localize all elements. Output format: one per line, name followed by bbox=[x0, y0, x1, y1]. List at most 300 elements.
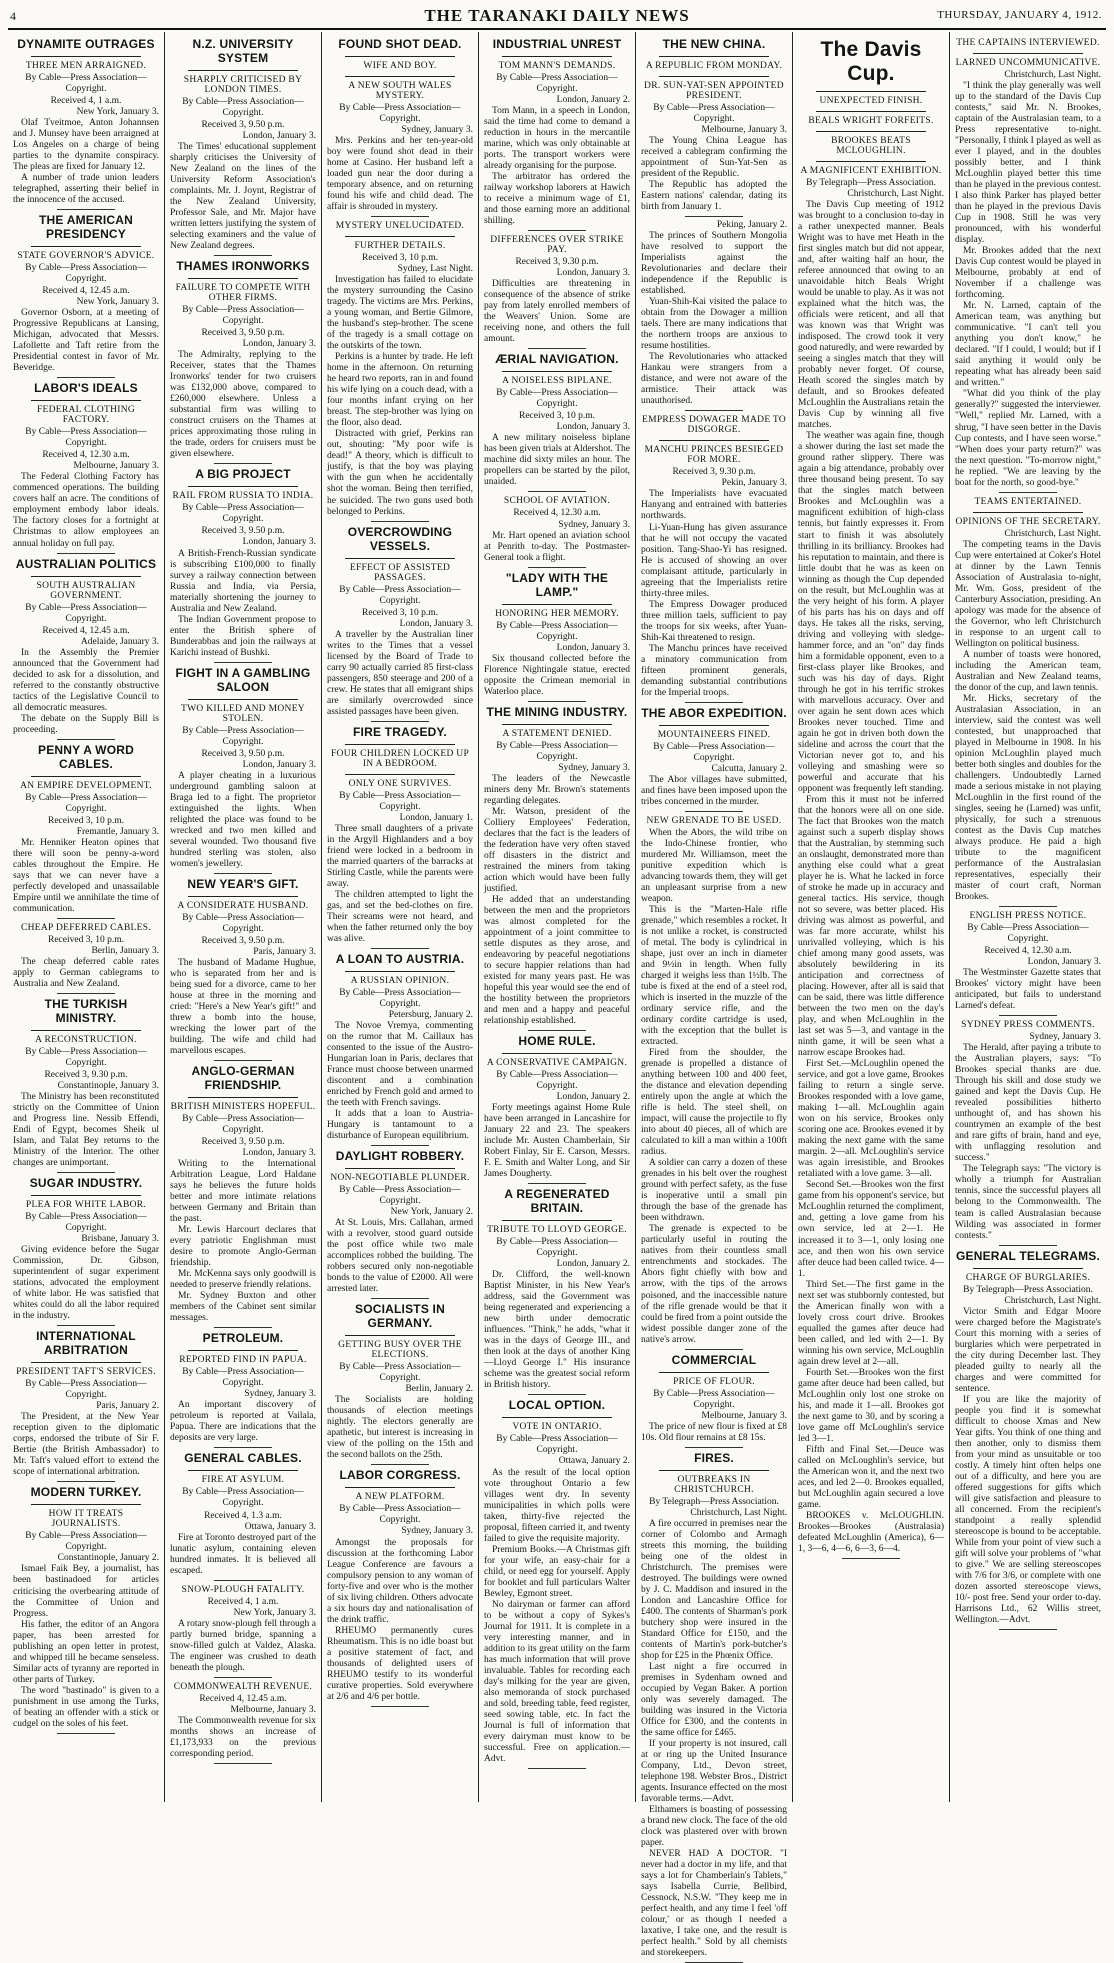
article-credit: By Cable—Press Association—Copyright. bbox=[496, 740, 618, 762]
article-dateline: Fremantle, January 3. bbox=[76, 826, 159, 837]
article-end-rule bbox=[999, 1015, 1057, 1016]
article-paragraph: Mr. Henniker Heaton opines that there will soon be penny-a-word cables throughout the Empire. He says that we can never have a perfectly developed and unassailable Empire until we annihilate the time of communication. bbox=[13, 837, 159, 914]
article-paragraph: The princes of Southern Mongolia have resolved to support the Imperialists against the Revolutionaries and declare their independence if the Republic is established. bbox=[641, 231, 787, 297]
article-end-rule bbox=[57, 1172, 115, 1173]
article-paragraph: A new military noiseless biplane has been given trials at Aldershot. The machine did sixty miles an hour. The propellers can be started by the pilot, unaided. bbox=[484, 433, 630, 488]
article-credit: By Cable—Press Association—Copyright. bbox=[339, 1185, 461, 1207]
article-paragraph: The Manchu princes have received a minatory communication from fifteen prominent generals, demanding substantial contributions for the Imperial troops. bbox=[641, 643, 787, 698]
article-dateline: New York, January 2. bbox=[390, 1207, 473, 1218]
article-paragraph: He added that an understanding between the men and the proprietors was almost completed for the appointment of a joint committee to settle disputes as they arose, and endeavoring by peaceful negotiations to secure happier relations than had existed for many years past. He was hopeful this year would see the end of the hostility between the proprietors and men and a happy and peaceful relationship established. bbox=[484, 894, 630, 1027]
article-received: Received 3, 9.50 p.m. bbox=[201, 328, 285, 339]
article-paragraph: Six thousand collected before the Florence Nightingale statue, erected opposite the Crimean memorial in Waterloo place. bbox=[484, 653, 630, 697]
article-headline: A LOAN TO AUSTRIA. bbox=[335, 951, 465, 966]
article-end-rule bbox=[528, 1183, 586, 1184]
article-subhead: GETTING BUSY OVER THE ELECTIONS. bbox=[338, 1340, 462, 1361]
article-dateline: Sydney, January 3. bbox=[401, 1526, 473, 1537]
article-subhead: BEALS WRIGHT FORFEITS. bbox=[808, 116, 934, 126]
article-headline: INTERNATIONAL ARBITRATION bbox=[36, 1329, 136, 1358]
article-paragraph: Investigation has failed to elucidate the mystery surrounding the Casino tragedy. The victims are Mrs. Perkins, a young woman, and Bertie Gilmore, the husband's step-brother. The scene of the tragedy is a small cottage on the outskirts of the town. bbox=[327, 275, 473, 352]
columns-container bbox=[8, 32, 1106, 1959]
article-credit: By Cable—Press Association—Copyright. bbox=[182, 305, 304, 327]
article-credit: By Cable—Press Association—Copyright. bbox=[339, 584, 461, 606]
article-end-rule bbox=[371, 1706, 429, 1707]
article-paragraph: Amongst the proposals for discussion at the forthcoming Labor League Conference are favours a compulsory pension to any woman of forty-five and over who is the mother of six living children. Others advocate a six hours day and nationalisation of the drink traffic. bbox=[327, 1537, 473, 1625]
article-credit: By Cable—Press Association—Copyright. bbox=[25, 792, 147, 814]
article-credit: By Cable—Press Association—Copyright. bbox=[25, 1531, 147, 1553]
article bbox=[327, 952, 473, 1146]
article-paragraph: Li-Yuan-Hung has given assurance that he will not occupy the vacated position. Tang-Shao-Yi has resigned. He is accused of showing an over complaisant attitude, particularly in agreeing that the Imperialists retire thirty-three miles. bbox=[641, 522, 787, 599]
article-paragraph: A player cheating in a luxurious underground gambling saloon at Braga led to a fight. The proprietor extinguished the lights. When relighted the place was found to be wrecked and two men killed and several wounded. Two thousand five hundred sterling was stolen, also women's jewellery. bbox=[170, 770, 316, 869]
divider bbox=[345, 558, 455, 559]
article-subhead: THREE MEN ARRAIGNED. bbox=[25, 61, 147, 71]
article-paragraph: Mr. McKenna says only goodwill is needed to preserve friendly relations. bbox=[170, 1269, 316, 1291]
article-credit: By Cable—Press Association—Copyright. bbox=[653, 1388, 775, 1410]
article-headline: THE AMERICAN PRESIDENCY bbox=[39, 213, 133, 242]
article-headline: THAMES IRONWORKS bbox=[176, 259, 310, 274]
article-headline: GENERAL TELEGRAMS. bbox=[955, 1248, 1101, 1263]
article-dateline: Melbourne, January 3. bbox=[701, 125, 787, 136]
article-paragraph: The Telegraph says: "The victory is wholly a triumph for Australian tennis, since the successful players all belong to the Commonwealth. The team is called Australasian because Wilding was associated in former contests." bbox=[955, 1164, 1101, 1241]
article-end-rule bbox=[214, 255, 272, 256]
article-paragraph: The President, at the New Year reception given to the diplomatic corps, endorsed the tribute of Sir F. Bertie (the British Ambassador) to Mr. Taft's valued effort to extend the scope of international arbitration. bbox=[13, 1412, 159, 1478]
article-subhead: PRESIDENT TAFT'S SERVICES. bbox=[16, 1367, 156, 1378]
article-received: Received 4, 1 a.m. bbox=[50, 96, 122, 107]
article-headline: HOME RULE. bbox=[518, 1034, 596, 1049]
article-paragraph: At St. Louis, Mrs. Callahan, armed with a revolver, stood guard outside the post office while two male accomplices robbed the building. The robbers secured only non-negotiable bonds to the value of £2000. All were arrested later. bbox=[327, 1218, 473, 1295]
article-credit: By Telegraph—Press Association. bbox=[963, 1284, 1093, 1295]
article-headline: ANGLO-GERMAN FRIENDSHIP. bbox=[191, 1064, 295, 1093]
article-subhead: OPINIONS OF THE SECRETARY. bbox=[955, 516, 1101, 527]
divider bbox=[973, 1268, 1083, 1269]
article-end-rule bbox=[214, 1060, 272, 1061]
article-credit: By Cable—Press Association—Copyright. bbox=[25, 602, 147, 624]
article-dateline: New York, January 3. bbox=[233, 1607, 316, 1618]
article-paragraph: The Socialists are holding thousands of election meetings nightly. The electors generally are apathetic, but interest is increasing in view of the polling on the 15th and the second ballots on the 25th. bbox=[327, 1395, 473, 1461]
divider bbox=[659, 76, 769, 77]
article-end-rule bbox=[371, 721, 429, 722]
article bbox=[170, 877, 316, 1061]
article-dateline: New York, January 3. bbox=[76, 107, 159, 118]
divider bbox=[188, 486, 298, 487]
article-subhead: A STATEMENT DENIED. bbox=[502, 728, 612, 739]
article-paragraph: The Westminster Gazette states that Brookes' victory might have been anticipated, but fails to understand Larned's defeat. bbox=[955, 968, 1101, 1012]
article-dateline: London, January 3. bbox=[242, 1148, 316, 1159]
article-headline: NEW YEAR'S GIFT. bbox=[187, 876, 299, 891]
article-paragraph: Dr. Clifford, the well-known Baptist Minister, in his New Year's address, said the Government was being regenerated and experiencing a new birth under democratic influences. "Think," he adds, "what it was in the days of George III., and then look at the days of another King—Lloyd George I." His insurance scheme was the greatest social reform in British history. bbox=[484, 1270, 630, 1391]
article-dateline: London, January 1. bbox=[399, 812, 473, 823]
article-subhead: LARNED UNCOMMUNICATIVE. bbox=[955, 58, 1101, 68]
divider bbox=[816, 161, 926, 162]
divider bbox=[502, 1220, 612, 1221]
article bbox=[484, 1187, 630, 1395]
article-paragraph: A British-French-Russian syndicate is subscribing £100,000 to finally survey a railway connection between Russia and India, via Persia, materially shortening the journey to Australia and New Zealand. bbox=[170, 548, 316, 614]
article-paragraph: Governor Osborn, at a meeting of Progressive Republicans at Lansing, Michigan, advocated that Messrs. Lafollette and Taft retire from the Presidential contest in favor of Mr. Beveridge. bbox=[13, 308, 159, 374]
article-subhead: CHARGE OF BURGLARIES. bbox=[965, 1272, 1091, 1283]
article-headline: LABOR CORGRESS. bbox=[339, 1468, 461, 1483]
article-dateline: London, January 3. bbox=[1027, 957, 1101, 968]
article-credit: By Cable—Press Association—Copyright. bbox=[496, 620, 618, 642]
divider bbox=[502, 56, 612, 57]
article-subhead: SYDNEY PRESS COMMENTS. bbox=[961, 1020, 1095, 1031]
article-paragraph: Tom Mann, in a speech in London, said the time had come to demand a reduction in hours in the mercantile marine, which was only obtainable at ports. The transport workers were already organising for the purpose. bbox=[484, 106, 630, 172]
article-subhead: TRIBUTE TO LLOYD GEORGE. bbox=[487, 1225, 627, 1236]
article-received: Received 4, 12.45 a.m. bbox=[42, 625, 130, 636]
article-paragraph: Distracted with grief, Perkins ran out, shouting: "My poor wife is dead!" A theory, which is difficult to justify, is that the boy was playing with the gun when he accidentally shot the woman. Being then terrified, he suicided. The two guns used both belonged to Perkins. bbox=[327, 429, 473, 517]
article-credit: By Cable—Press Association—Copyright. bbox=[339, 103, 461, 125]
divider bbox=[502, 371, 612, 372]
divider bbox=[31, 576, 141, 577]
article-paragraph: No dairyman or farmer can afford to be without a copy of Sykes's Journal for 1911. It is complete in a very interesting manner, and in addition to its great utility on the farm has much information that will prove invaluable. Tables for recording each day's milking for the year are given, also memoranda of stock purchased and sold, breeding table, feed register, seed sowing table, etc. In fact the Journal is full of information that every dairyman must know to be successful. Free on application.—Advt. bbox=[484, 1599, 630, 1764]
article bbox=[484, 37, 630, 231]
article-end-rule bbox=[528, 1768, 586, 1769]
article-subhead: HOW IT TREATS JOURNALISTS. bbox=[48, 1509, 124, 1530]
article-paragraph: A number of trade union leaders telegraphed, asserting their belief in the innocence of the accused. bbox=[13, 173, 159, 206]
article-headline: DYNAMITE OUTRAGES bbox=[17, 37, 155, 51]
article-received: Received 4, 12.45 a.m. bbox=[199, 1693, 287, 1704]
article bbox=[327, 1468, 473, 1706]
article-paragraph: The weather was again fine, though a shower during the last set made the ground rather slippery. There was again a big attendance, probably over three thousand being present. To say that the singles match between Brookes and McLoughlin was a magnificent exhibition of high-class tennis, but faintly expresses it. From start to finish it was absolutely thrilling in its brilliancy. Brookes had his reputation to maintain, and there is little doubt that he was as keen on winning as though the Cup depended on the result, but McLoughlin was at the very height of his form. A player of his parts has his on days and off days. He takes all the risks, serving, driving and volleying with sledge-hammer force, and an "on" day finds him a formidable opponent, even to a first-class player like Brookes, and such was his day of days. Right through he got in his terrific strokes with marvellous accuracy. Over and over again he sent down aces which Brookes never touched. Time and again he got in driven both down the sideline and across the court that the Victorian never got to, and his volleying and smashing were so powerful and accurate that his opponent was frequently left standing. bbox=[798, 431, 944, 794]
article-paragraph: Mr. Watson, president of the Colliery Employees' Federation, declares that the fact is the leaders of the federation have very often staved off disasters in the district and restrained the miners from taking action which would have been fully justified. bbox=[484, 806, 630, 894]
article-received: Received 3, 9.30 p.m. bbox=[515, 257, 599, 268]
article-paragraph: Olaf Tveitmoe, Anton Johannsen and J. Munsey have been arraigned at Los Angeles on a charge of being parties to the dynamite conspiracy. The pleas are fixed for January 12. bbox=[13, 118, 159, 173]
article-paragraph: Last night a fire occurred in premises in Sydenham owned and occupied by Vegan Baker. A portion only was severely damaged. The building was insured in the Victoria Office for £300, and the contents in the same office for £465. bbox=[641, 1661, 787, 1738]
article-subhead: A NOISELESS BIPLANE. bbox=[502, 376, 612, 387]
article-end-rule bbox=[371, 1145, 429, 1146]
article-paragraph: Premium Books.—A Christmas gift for your wife, an easy-chair for a child, or need egg for yourself. Apply for booklet and full particulars Walter Bewley, Egmont street. bbox=[484, 1544, 630, 1599]
article-subhead: TEAMS ENTERTAINED. bbox=[974, 496, 1082, 507]
article-dateline: Ottawa, January 2. bbox=[558, 1456, 630, 1467]
article-paragraph: Perkins is a hunter by trade. He left home in the afternoon. On returning he heard two reports, ran in and found his wife lying on a couch dead, with a four months infant crying on her breast. The step-brother was lying on the floor, also dead. bbox=[327, 352, 473, 429]
article-end-rule bbox=[685, 216, 743, 217]
article-subhead: A NEW PLATFORM. bbox=[355, 1492, 445, 1503]
article bbox=[955, 911, 1101, 1016]
article-end-rule bbox=[685, 410, 743, 411]
article bbox=[327, 725, 473, 949]
article-end-rule bbox=[371, 216, 429, 217]
article-paragraph: A traveller by the Australian liner writes to the Times that a vessel licensed by the Board of Trade to carry 90 actually carried 85 first-class passengers, 850 steerage and 200 of a crew. He states that all emigrant ships are similarly overcrowded since assisted passages have been given. bbox=[327, 629, 473, 717]
article-dateline: Melbourne, January 3. bbox=[73, 461, 159, 472]
article-end-rule bbox=[999, 1245, 1057, 1246]
article-dateline: London, January 3. bbox=[242, 131, 316, 142]
article-subhead: SOUTH AUSTRALIAN GOVERNMENT. bbox=[36, 580, 136, 601]
article-paragraph: The children attempted to light the gas, and set the bed-clothes on fire. Their screams were not heard, and when the father returned only the boy was alive. bbox=[327, 889, 473, 944]
divider bbox=[816, 91, 926, 92]
article-dateline: Peking, January 2. bbox=[716, 220, 787, 231]
article bbox=[955, 497, 1101, 908]
article-credit: By Cable—Press Association—Copyright. bbox=[339, 790, 461, 812]
article-credit: By Cable—Press Association—Copyright. bbox=[496, 1070, 618, 1092]
article-end-rule bbox=[214, 1763, 272, 1764]
article-received: Received 3, 9.50 p.m. bbox=[201, 1137, 285, 1148]
article-headline: A REGENERATED BRITAIN. bbox=[504, 1187, 610, 1216]
divider bbox=[31, 1504, 141, 1505]
article bbox=[170, 1331, 316, 1448]
article-dateline: London, January 3. bbox=[556, 642, 630, 653]
article-received: Received 3, 9.50 p.m. bbox=[201, 748, 285, 759]
article bbox=[798, 38, 944, 1559]
article-credit: By Cable—Press Association—Copyright. bbox=[25, 1379, 147, 1401]
article-credit: By Cable—Press Association—Copyright. bbox=[25, 263, 147, 285]
column bbox=[950, 32, 1106, 1802]
article-subhead: OUTBREAKS IN CHRISTCHURCH. bbox=[674, 1474, 754, 1495]
article-paragraph: The Abor villages have submitted, and fines have been imposed upon the tribes concerned in the murder. bbox=[641, 774, 787, 807]
article-dateline: Berlin, January 3. bbox=[91, 945, 159, 956]
article-paragraph: The grenade is expected to be particularly useful in routing the natives from their countless small entrenchments and stockades. The Abors fight chiefly with bow and arrow, with the tips of the arrows poisoned, and the inaccessible nature of the rifle grenade would be that it could be fired from a point outside the widest possible danger zone of the native's arrow. bbox=[641, 1224, 787, 1345]
article-received: Received 3, 10 p.m. bbox=[362, 253, 438, 264]
article-paragraph: Fifth and Final Set.—Deuce was called on McLoughlin's service, but the American won it, and the next two aces, and led 2—0. Brookes equalled, but McLoughlin again secured a love game. bbox=[798, 1444, 944, 1510]
article bbox=[170, 37, 316, 256]
article-subhead: SNOW-PLOUGH FATALITY. bbox=[181, 1584, 305, 1595]
article-credit: By Cable—Press Association—Copyright. bbox=[25, 427, 147, 449]
article-subhead: HONORING HER MEMORY. bbox=[495, 608, 619, 619]
article-subhead: BROOKES BEATS MCLOUGHLIN. bbox=[831, 136, 911, 156]
article-dateline: Petersburg, January 2. bbox=[388, 1009, 473, 1020]
article bbox=[13, 381, 159, 553]
article-dateline: Paris, January 2. bbox=[96, 1401, 159, 1412]
article-end-rule bbox=[214, 1447, 272, 1448]
article-end-rule bbox=[685, 1349, 743, 1350]
article bbox=[641, 1353, 787, 1448]
article-headline: SOCIALISTS IN GERMANY. bbox=[355, 1302, 445, 1331]
article-subhead: VOTE IN ONTARIO. bbox=[512, 1422, 602, 1433]
article-headline: ÆRIAL NAVIGATION. bbox=[495, 352, 619, 367]
article-credit: By Cable—Press Association—Copyright. bbox=[967, 923, 1089, 945]
article-credit: By Cable—Press Association—Copyright. bbox=[25, 1212, 147, 1234]
article-paragraph: Yuan-Shih-Kai visited the palace to obtain from the Dowager a million taels. There are many indications that the northern troops are anxious to resume hostilities. bbox=[641, 297, 787, 352]
divider bbox=[502, 604, 612, 605]
article-end-rule bbox=[57, 1481, 115, 1482]
divider bbox=[31, 56, 141, 57]
article-end-rule bbox=[842, 1558, 900, 1559]
article-paragraph: A soldier can carry a dozen of these grenades in his belt over the roughest ground with perfect safety, as the fuse is inoperative until a small pin through the base of the grenade has been withdrawn. bbox=[641, 1158, 787, 1224]
divider bbox=[502, 724, 612, 725]
article-paragraph: In the Assembly the Premier announced that the Government had decided to ask for a dissolution, and referred to the constantly obstructive tactics of the Legislative Council to all democratic measures. bbox=[13, 647, 159, 713]
article-end-rule bbox=[528, 567, 586, 568]
divider bbox=[816, 131, 926, 132]
divider bbox=[188, 70, 298, 71]
article-subhead: ENGLISH PRESS NOTICE. bbox=[969, 911, 1087, 922]
article-dateline: Christchurch, Last Night. bbox=[1004, 528, 1101, 539]
divider bbox=[188, 1097, 298, 1098]
article-dateline: London, January 2. bbox=[556, 1259, 630, 1270]
article-credit: By Cable—Press Association—Copyright. bbox=[653, 103, 775, 125]
article-paragraph: "What did you think of the play generally?" suggested the interviewer. "Well," replied Mr. Larned, with a shrug, "I have seen better in the Davis Cup contests, and I have seen worse." "When does your party return?" was the next question. "To-morrow night," he replied. "We are leaving by the boat for the north, so good-bye." bbox=[955, 389, 1101, 488]
article-end-rule bbox=[57, 1733, 115, 1734]
article-dateline: Constantinople, January 3. bbox=[57, 1081, 159, 1091]
article-paragraph: Third Set.—The first game in the next set was stubbornly contested, but the American finally won with a lovely cross court drive. Brookes equalled the games after deuce had been called, and led with 2—1. By winning his own service, McLoughlin again drew level at 2—all. bbox=[798, 1279, 944, 1367]
article-subhead: COMMONWEALTH REVENUE. bbox=[173, 1681, 313, 1692]
article-subhead: FIRE AT ASYLUM. bbox=[201, 1475, 285, 1486]
article-paragraph: The Empress Dowager produced three million taels, sufficient to pay the troops for six weeks, after Yuan-Shih-Kai threatened to resign. bbox=[641, 599, 787, 643]
article-credit: By Cable—Press Association—Copyright. bbox=[182, 1114, 304, 1136]
article-subhead: FAILURE TO COMPETE WITH OTHER FIRMS. bbox=[175, 283, 311, 304]
article-paragraph: Second Set.—Brookes won the first game from his opponent's service, but McLoughlin returned the compliment, and, getting a love game from his own service, led at 2—1. He increased it to 3—1, only losing one ace, and then won his own service after deuce had been called twice. 4—1. bbox=[798, 1180, 944, 1279]
article-subhead: THE CAPTAINS INTERVIEWED. bbox=[956, 38, 1100, 48]
divider bbox=[659, 725, 769, 726]
article-headline: The Davis Cup. bbox=[820, 38, 922, 85]
article-subhead: FEDERAL CLOTHING FACTORY. bbox=[36, 405, 136, 426]
article-paragraph: As the result of the local option vote throughout Ontario a few villages went dry. In seventy municipalities in which polls were taken, thirty-five rejected the proposal, fifteen carried it, and twenty failed to give the requisite majority. bbox=[484, 1467, 630, 1544]
article-credit: By Cable—Press Association—Copyright. bbox=[339, 1362, 461, 1384]
article-dateline: Sydney, January 3. bbox=[244, 1389, 316, 1400]
article bbox=[955, 38, 1101, 493]
divider bbox=[31, 246, 141, 247]
article bbox=[13, 37, 159, 210]
article-credit: By Cable—Press Association—Copyright. bbox=[496, 388, 618, 410]
column bbox=[636, 32, 793, 1959]
article-paragraph: The Novoe Vremya, commenting on the rumor that M. Caillaux has consented to the issue of the Austro-Hungarian loan in Paris, declares that France must choose between unarmed discontent and a combination enriched by French gold and armed to the teeth with French savings. bbox=[327, 1020, 473, 1109]
article-credit: By Cable—Press Association—Copyright. bbox=[25, 73, 147, 95]
article-credit: By Cable—Press Association—Copyright. bbox=[182, 912, 304, 934]
article-dateline: London, January 3. bbox=[242, 759, 316, 770]
article-dateline: Christchurch, Last Night. bbox=[690, 1507, 787, 1518]
article-paragraph: If you are like the majority of people you find it is somewhat difficult to choose Xmas and New Year gifts. You think of one thing and then another, only to dismiss them from your mind as unsuitable or too costly. A timely hint often helps one out of a difficulty, and here you are offered suggestions for gifts which will give satisfaction and pleasure to all concerned. From the recipient's standpoint a really splendid stereoscope is bound to be acceptable. While from your point of view such a gift will solve your problems of "what to give." We are selling stereoscopes with 7/6 for 3/6, or complete with one dozen assorted stereoscope views, 10/- post free. Send your order to-day. Harrisons Ltd., 62 Willis street, Wellington.—Advt. bbox=[955, 1394, 1101, 1626]
article bbox=[170, 467, 316, 662]
divider bbox=[659, 1470, 769, 1471]
article bbox=[170, 1585, 316, 1678]
article-end-rule bbox=[528, 1394, 586, 1395]
article bbox=[641, 37, 787, 217]
article-headline: FIRES. bbox=[694, 1450, 734, 1465]
divider bbox=[31, 1030, 141, 1031]
article-dateline: London, January 2. bbox=[556, 95, 630, 106]
article-headline: LABOR'S IDEALS bbox=[34, 381, 138, 396]
article-paragraph: The Young China League has received a cablegram confirming the appointment of Sun-Yat-Sen as president of the Republic. bbox=[641, 136, 787, 180]
article-subhead: UNEXPECTED FINISH. bbox=[819, 96, 923, 106]
divider bbox=[345, 774, 455, 775]
article-credit: By Telegraph—Press Association. bbox=[649, 1496, 779, 1507]
article-received: Received 3, 9.30 p.m. bbox=[672, 467, 756, 478]
article-paragraph: The Republic has adopted the Eastern nations' calendar, dating its birth from January 1. bbox=[641, 180, 787, 213]
divider bbox=[31, 400, 141, 401]
article-paragraph: The Indian Government propose to enter the British sphere of Bunderabbas and join the railways at Karichi instead of Bushki. bbox=[170, 614, 316, 658]
article-subhead: CHEAP DEFERRED CABLES. bbox=[20, 922, 152, 933]
article-subhead: A CONSIDERATE HUSBAND. bbox=[177, 900, 309, 911]
article-headline: INDUSTRIAL UNREST bbox=[492, 37, 622, 51]
article-paragraph: The Revolutionaries who attacked Hankau were strangers from a distance, and were not aware of the armistice. Their attack was unauthorised. bbox=[641, 352, 787, 407]
article-dateline: Melbourne, January 3. bbox=[701, 1410, 787, 1421]
article-subhead: A RUSSIAN OPINION. bbox=[350, 975, 450, 986]
masthead bbox=[8, 6, 1106, 30]
divider bbox=[345, 1487, 455, 1488]
article-credit: By Cable—Press Association—Copyright. bbox=[182, 503, 304, 525]
article-subhead: DIFFERENCES OVER STRIKE PAY. bbox=[490, 235, 624, 256]
article-paragraph: NEVER HAD A DOCTOR. "I never had a doctor in my life, and that says a lot for Chamberlain's Tablets," says Isabella Currie, Bellbird, Cessnock, N.S.W. "They keep me in perfect health, and any time I feel 'off colour,' or as though I needed a laxative, I take one, and the result is perfect health." Sold by all chemists and storekeepers. bbox=[641, 1849, 787, 1959]
article bbox=[484, 235, 630, 349]
column bbox=[165, 32, 322, 1802]
article-subhead: FOUR CHILDREN LOCKED UP IN A BEDROOM. bbox=[330, 748, 470, 769]
article-credit: By Cable—Press Association—Copyright. bbox=[496, 1434, 618, 1456]
article-dateline: Sydney, January 3. bbox=[401, 125, 473, 136]
page-number: 4 bbox=[10, 9, 16, 23]
article-dateline: Sydney, January 3. bbox=[1029, 1032, 1101, 1043]
article-paragraph: The Davis Cup meeting of 1912 was brought to a conclusion to-day in a rather unexpected manner. Beals Wright was to have met Heath in the first singles match but did not appear, and, after waiting half an hour, the referee announced that owing to an unavoidable hitch Beals Wright would be unable to play. As it was not explained what the hitch was, the officials were reticent, and all that was known was that Wright was indisposed. The crowd took it very good naturedly, and were rewarded by seeing a singles match that they will probably never forget. Of course, Heath scored the singles match by default, and so Brookes defeated McLoughlin the Australians retain the Davis Cup by winning all five matches. bbox=[798, 200, 944, 431]
article-headline: DAYLIGHT ROBBERY. bbox=[335, 1149, 465, 1164]
article-paragraph: The arbitrator has ordered the railway workshop laborers at Hawich to receive a minimum wage of £1, and those earning more an additional shilling. bbox=[484, 172, 630, 227]
divider bbox=[659, 1372, 769, 1373]
article-paragraph: The Herald, after paying a tribute to the Australian players, says: "To Brookes special thanks are due. Through his skill and dose study we gained and kept the Davis Cup. He revealed possibilities hitherto unthought of, and has shown his countrymen an example of the best and rare gifts of brain, hand and eye, with unflagging resolution and success." bbox=[955, 1043, 1101, 1164]
article bbox=[484, 705, 630, 1031]
divider bbox=[31, 1195, 141, 1196]
article-paragraph: His father, the editor of an Angora paper, has been arrested for publishing an open letter in protest, and whipped till he became senseless. Similar acts of tyranny are reported in other parts of Turkey. bbox=[13, 1619, 159, 1685]
article-credit: By Cable—Press Association—Copyright. bbox=[496, 1237, 618, 1259]
article bbox=[641, 220, 787, 411]
article-headline: FIRE TRAGEDY. bbox=[353, 724, 447, 739]
article-subhead: PLEA FOR WHITE LABOR. bbox=[25, 1200, 147, 1211]
article-end-rule bbox=[214, 463, 272, 464]
article-end-rule bbox=[528, 491, 586, 492]
article-dateline: London, January 3. bbox=[399, 618, 473, 629]
article-subhead: MYSTERY UNELUCIDATED. bbox=[335, 221, 465, 232]
article-dateline: Calcutta, January 2. bbox=[711, 763, 787, 774]
article-received: Received 4, 1 a.m. bbox=[207, 1596, 279, 1607]
article-dateline: Constantinople, January 2. bbox=[57, 1553, 159, 1564]
article-subhead: DR. SUN-YAT-SEN APPOINTED PRESIDENT. bbox=[644, 81, 784, 101]
article-received: Received 3, 9.30 p.m. bbox=[44, 1069, 128, 1080]
divider bbox=[345, 236, 455, 237]
article-headline: GENERAL CABLES. bbox=[184, 1451, 302, 1466]
article bbox=[327, 37, 473, 217]
article-subhead: A CONSERVATIVE CAMPAIGN. bbox=[486, 1058, 628, 1069]
article-paragraph: Victor Smith and Edgar Moore were charged before the Magistrate's Court this morning with a series of burglaries which were perpetrated in the city during December last. They pleaded guilty to nearly all the charges and were committed for sentence. bbox=[955, 1306, 1101, 1394]
article-subhead: A RECONSTRUCTION. bbox=[35, 1034, 137, 1045]
article-paragraph: Writing to the International Arbitration League, Lord Haldane says he believes the future holds better and more intimate relations between Germany and Britain than the past. bbox=[170, 1159, 316, 1225]
article-subhead: RAIL FROM RUSSIA TO INDIA. bbox=[172, 491, 314, 502]
article-dateline: London, January 2. bbox=[556, 1092, 630, 1103]
article-received: Received 3, 10 p.m. bbox=[48, 815, 124, 826]
article-end-rule bbox=[57, 209, 115, 210]
article bbox=[484, 571, 630, 702]
article-paragraph: The cheap deferred cable rates apply to German cablegrams to Australia and New Zealand. bbox=[13, 956, 159, 989]
article bbox=[955, 1020, 1101, 1245]
article bbox=[484, 1034, 630, 1184]
article-dateline: Adelaide, January 3. bbox=[80, 636, 159, 647]
article bbox=[327, 221, 473, 521]
article-received: Received 3, 10 p.m. bbox=[362, 607, 438, 618]
article bbox=[327, 1302, 473, 1465]
article-received: Received 4, 12.45 a.m. bbox=[42, 286, 130, 297]
article-paragraph: The leaders of the Newcastle miners deny Mr. Brown's statements regarding delegates. bbox=[484, 773, 630, 806]
column bbox=[479, 32, 636, 1802]
article-end-rule bbox=[685, 1447, 743, 1448]
article-paragraph: Mrs. Perkins and her ten-year-old boy were found shot dead in their home at Casino. Her husband left a loaded gun near the door during a temporary absence, and on returning found his wife and child dead. The affair is shrouded in mystery. bbox=[327, 136, 473, 213]
article-subhead: ONLY ONE SURVIVES. bbox=[348, 778, 452, 789]
issue-date: THURSDAY, JANUARY 4, 1912. bbox=[937, 9, 1102, 21]
article-subhead: NEW GRENADE TO BE USED. bbox=[646, 815, 782, 826]
article-paragraph: When the Abors, the wild tribe on the Indo-Chinese frontier, who murdered Mr. Williamson, meet the punitive expedition which is advancing towards them, they will get an unpleasant surprise from a new weapon. bbox=[641, 827, 787, 904]
article-headline: THE ABOR EXPEDITION. bbox=[641, 705, 787, 720]
article-end-rule bbox=[528, 1030, 586, 1031]
article-credit: By Cable—Press Association—Copyright. bbox=[496, 73, 618, 95]
article-subhead: NON-NEGOTIABLE PLUNDER. bbox=[330, 1173, 470, 1184]
article-subhead: TOM MANN'S DEMANDS. bbox=[498, 61, 616, 71]
article-paragraph: Forty meetings against Home Rule have been arranged in Lancashire for January 22 and 23. The speakers include Mr. Austen Chamberlain, Sir Robert Finlay, Sir E. Carson, Messrs. F. E. Smith and Walter Long, and Sir James Dougherty. bbox=[484, 1103, 630, 1180]
article-credit: By Telegraph—Press Association. bbox=[806, 178, 936, 188]
divider bbox=[973, 53, 1083, 54]
article-paragraph: A rotary snow-plough fell through a partly burned bridge, spanning a snow-filled gulch at Valdez, Alaska. The engineer was crushed to death beneath the plough. bbox=[170, 1618, 316, 1673]
article-paragraph: Giving evidence before the Sugar Commission, Dr. Gibson, superintendent of sugar experiment stations, advocated the employment of white labor. He was satisfied that whites could do all the labor required in the industry. bbox=[13, 1245, 159, 1322]
article-paragraph: Fire at Toronto destroyed part of the lunatic asylum, containing eleven hundred inmates. It is believed all escaped. bbox=[170, 1532, 316, 1576]
article-received: Received 4, 12.30 a.m. bbox=[42, 450, 130, 461]
article-dateline: Sydney, Last Night. bbox=[397, 264, 473, 275]
column bbox=[322, 32, 479, 1802]
article-paragraph: The Times' educational supplement sharply criticises the University of New Zealand on the lines of the University Reform Association's complaints. Mr. J. Joynt, Registrar of the New Zealand University, Professor Sale, and Mr. Major have written letters justifying the system of selecting examiners and the value of New Zealand degrees. bbox=[170, 142, 316, 252]
article-paragraph: Ismael Faik Bey, a journalist, has been bastinadoed for articles criticising the overbearing attitude of the Committee of Union and Progress. bbox=[13, 1564, 159, 1619]
article-paragraph: Mr. Sydney Buxton and other members of the Cabinet sent similar messages. bbox=[170, 1291, 316, 1324]
article-end-rule bbox=[57, 1325, 115, 1326]
article-subhead: MANCHU PRINCES BESIEGED FOR MORE. bbox=[644, 445, 784, 466]
divider bbox=[502, 1053, 612, 1054]
